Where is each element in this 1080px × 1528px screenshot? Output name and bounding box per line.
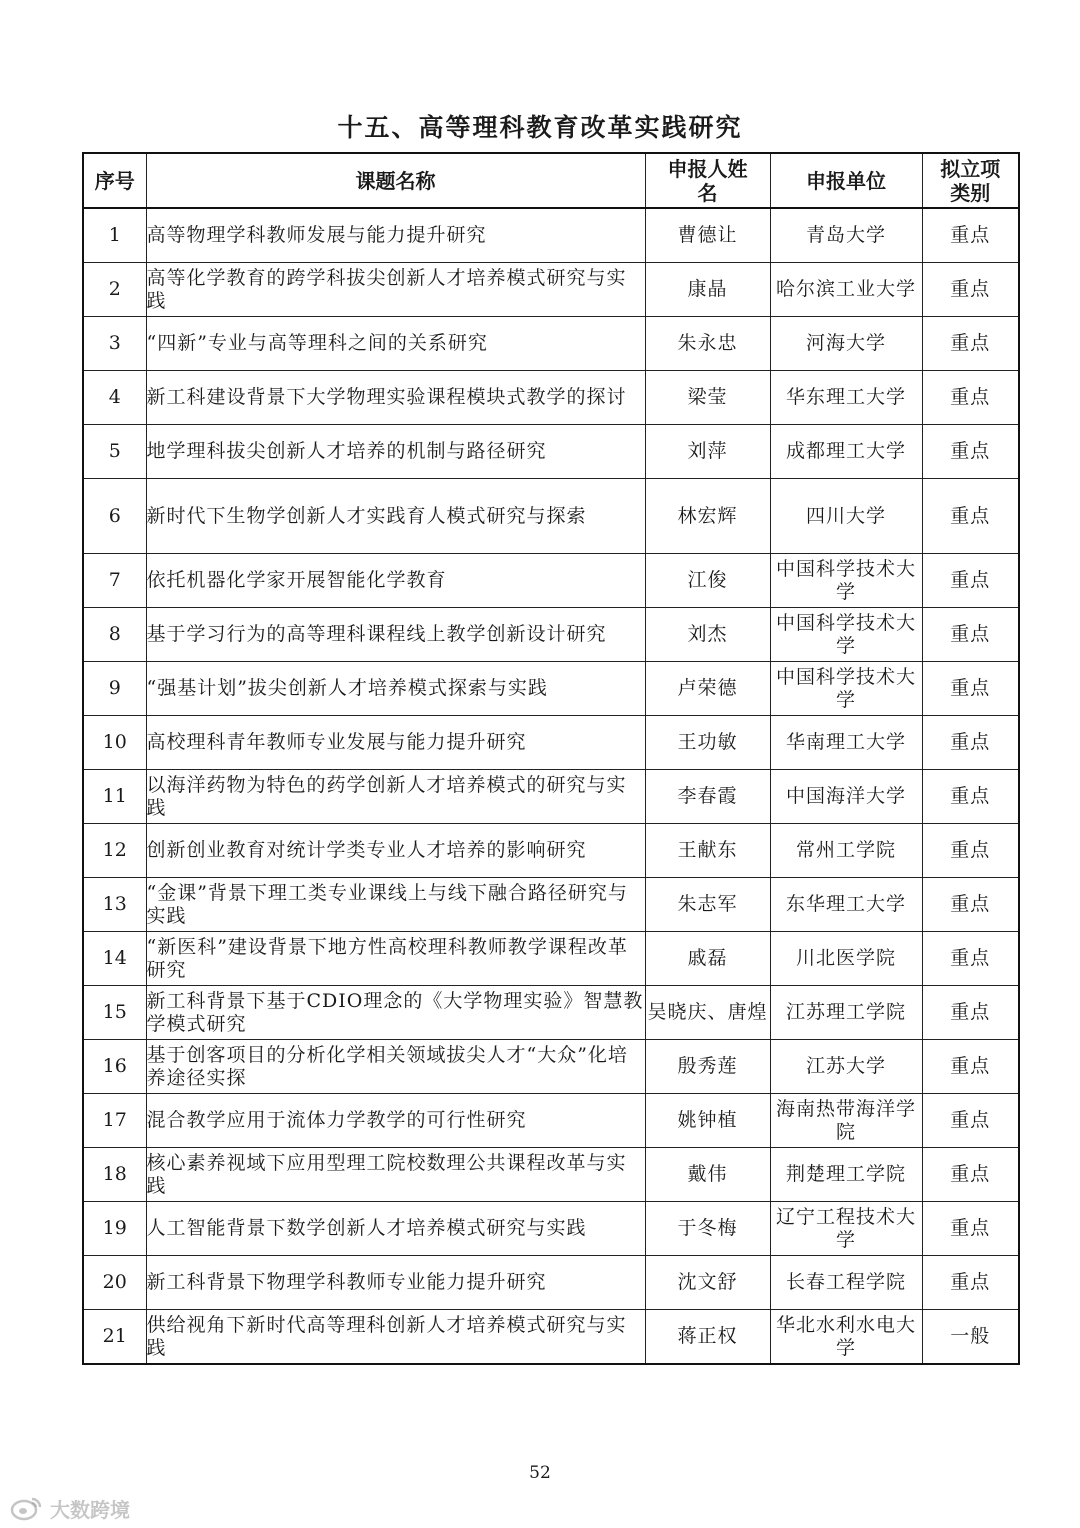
row-project-title: 供给视角下新时代高等理科创新人才培养模式研究与实践 (146, 1310, 645, 1365)
row-applicant-unit: 中国科学技术大学 (770, 608, 922, 662)
row-category: 重点 (922, 932, 1019, 986)
row-category: 重点 (922, 425, 1019, 479)
row-category: 重点 (922, 1202, 1019, 1256)
row-number: 2 (83, 263, 146, 317)
table-row (83, 479, 1019, 554)
row-applicant-unit: 华北水利水电大学 (770, 1310, 922, 1365)
row-number: 18 (83, 1148, 146, 1202)
table-header-row (83, 153, 1019, 208)
row-applicant-unit: 海南热带海洋学院 (770, 1094, 922, 1148)
row-applicant-name: 姚钟植 (645, 1094, 770, 1148)
row-project-title: 高等化学教育的跨学科拔尖创新人才培养模式研究与实践 (146, 263, 645, 317)
row-applicant-unit: 中国科学技术大学 (770, 554, 922, 608)
row-number: 9 (83, 662, 146, 716)
row-applicant-name: 曹德让 (645, 208, 770, 263)
row-applicant-name: 王功敏 (645, 716, 770, 770)
row-applicant-name: 于冬梅 (645, 1202, 770, 1256)
row-category: 重点 (922, 1094, 1019, 1148)
row-project-title: 依托机器化学家开展智能化学教育 (146, 554, 645, 608)
row-number: 12 (83, 824, 146, 878)
row-number: 15 (83, 986, 146, 1040)
page-number: 52 (529, 1463, 551, 1483)
row-project-title: 高等物理学科教师发展与能力提升研究 (146, 208, 645, 263)
row-category: 重点 (922, 1040, 1019, 1094)
row-applicant-unit: 长春工程学院 (770, 1256, 922, 1310)
row-number: 16 (83, 1040, 146, 1094)
row-applicant-name: 李春霞 (645, 770, 770, 824)
row-project-title: 以海洋药物为特色的药学创新人才培养模式的研究与实践 (146, 770, 645, 824)
row-category: 重点 (922, 608, 1019, 662)
row-number: 10 (83, 716, 146, 770)
row-applicant-name: 王献东 (645, 824, 770, 878)
row-category: 重点 (922, 1256, 1019, 1310)
row-applicant-name: 殷秀莲 (645, 1040, 770, 1094)
row-applicant-unit: 中国海洋大学 (770, 770, 922, 824)
row-applicant-name: 沈文舒 (645, 1256, 770, 1310)
row-number: 5 (83, 425, 146, 479)
row-number: 21 (83, 1310, 146, 1365)
row-applicant-unit: 青岛大学 (770, 208, 922, 263)
row-number: 3 (83, 317, 146, 371)
row-project-title: 地学理科拔尖创新人才培养的机制与路径研究 (146, 425, 645, 479)
row-applicant-name: 戚磊 (645, 932, 770, 986)
row-project-title: “新医科”建设背景下地方性高校理科教师教学课程改革研究 (146, 932, 645, 986)
row-project-title: 混合教学应用于流体力学教学的可行性研究 (146, 1094, 645, 1148)
table-row (83, 608, 1019, 662)
row-category: 重点 (922, 1148, 1019, 1202)
table-row (83, 208, 1019, 263)
row-applicant-name: 林宏辉 (645, 479, 770, 554)
row-applicant-unit: 江苏大学 (770, 1040, 922, 1094)
row-category: 重点 (922, 662, 1019, 716)
row-applicant-unit: 四川大学 (770, 479, 922, 554)
table-row (83, 1094, 1019, 1148)
table-row (83, 1202, 1019, 1256)
row-applicant-name: 梁莹 (645, 371, 770, 425)
watermark (10, 1492, 130, 1524)
row-category: 重点 (922, 479, 1019, 554)
header-category: 拟立项类别 (922, 153, 1019, 208)
table-row (83, 932, 1019, 986)
row-applicant-unit: 东华理工大学 (770, 878, 922, 932)
row-applicant-unit: 荆楚理工学院 (770, 1148, 922, 1202)
row-category: 重点 (922, 878, 1019, 932)
row-applicant-unit: 中国科学技术大学 (770, 662, 922, 716)
row-project-title: 基于学习行为的高等理科课程线上教学创新设计研究 (146, 608, 645, 662)
row-number: 14 (83, 932, 146, 986)
row-project-title: 基于创客项目的分析化学相关领域拔尖人才“大众”化培养途径实探 (146, 1040, 645, 1094)
row-number: 4 (83, 371, 146, 425)
row-applicant-unit: 江苏理工学院 (770, 986, 922, 1040)
row-project-title: 新工科背景下基于CDIO理念的《大学物理实验》智慧教学模式研究 (146, 986, 645, 1040)
header-no: 序号 (83, 153, 146, 208)
table-row (83, 317, 1019, 371)
row-applicant-unit: 华南理工大学 (770, 716, 922, 770)
row-applicant-unit: 川北医学院 (770, 932, 922, 986)
row-applicant-name: 吴晓庆、唐煌 (645, 986, 770, 1040)
table-row (83, 554, 1019, 608)
row-number: 19 (83, 1202, 146, 1256)
row-category: 重点 (922, 824, 1019, 878)
row-applicant-name: 卢荣德 (645, 662, 770, 716)
page-title: 十五、高等理科教育改革实践研究 (337, 113, 743, 142)
row-applicant-unit: 辽宁工程技术大学 (770, 1202, 922, 1256)
row-number: 20 (83, 1256, 146, 1310)
table-row (83, 770, 1019, 824)
row-applicant-name: 戴伟 (645, 1148, 770, 1202)
project-table (82, 152, 1020, 1365)
row-applicant-unit: 哈尔滨工业大学 (770, 263, 922, 317)
row-number: 11 (83, 770, 146, 824)
header-title: 课题名称 (146, 153, 645, 208)
header-unit: 申报单位 (770, 153, 922, 208)
row-applicant-name: 康晶 (645, 263, 770, 317)
watermark-text: 大数跨境 (50, 1497, 130, 1522)
row-number: 17 (83, 1094, 146, 1148)
row-applicant-name: 朱永忠 (645, 317, 770, 371)
row-applicant-name: 刘萍 (645, 425, 770, 479)
row-project-title: “四新”专业与高等理科之间的关系研究 (146, 317, 645, 371)
table-row (83, 662, 1019, 716)
weibo-logo-icon (10, 1495, 44, 1521)
row-category: 重点 (922, 263, 1019, 317)
table-row (83, 986, 1019, 1040)
row-applicant-unit: 成都理工大学 (770, 425, 922, 479)
header-name: 申报人姓名 (645, 153, 770, 208)
row-project-title: “强基计划”拔尖创新人才培养模式探索与实践 (146, 662, 645, 716)
table-row (83, 425, 1019, 479)
row-category: 一般 (922, 1310, 1019, 1365)
table-row (83, 263, 1019, 317)
row-number: 8 (83, 608, 146, 662)
row-applicant-unit: 华东理工大学 (770, 371, 922, 425)
row-project-title: 新工科背景下物理学科教师专业能力提升研究 (146, 1256, 645, 1310)
row-project-title: 新时代下生物学创新人才实践育人模式研究与探索 (146, 479, 645, 554)
row-number: 1 (83, 208, 146, 263)
table-row (83, 371, 1019, 425)
row-project-title: 高校理科青年教师专业发展与能力提升研究 (146, 716, 645, 770)
row-category: 重点 (922, 208, 1019, 263)
row-number: 13 (83, 878, 146, 932)
row-project-title: 创新创业教育对统计学类专业人才培养的影响研究 (146, 824, 645, 878)
table-row (83, 1256, 1019, 1310)
row-category: 重点 (922, 371, 1019, 425)
row-category: 重点 (922, 770, 1019, 824)
row-category: 重点 (922, 986, 1019, 1040)
row-category: 重点 (922, 317, 1019, 371)
row-category: 重点 (922, 554, 1019, 608)
row-project-title: 新工科建设背景下大学物理实验课程模块式教学的探讨 (146, 371, 645, 425)
table-row (83, 878, 1019, 932)
row-applicant-name: 江俊 (645, 554, 770, 608)
row-applicant-name: 朱志军 (645, 878, 770, 932)
table-row (83, 1040, 1019, 1094)
table-row (83, 1310, 1019, 1365)
row-applicant-unit: 常州工学院 (770, 824, 922, 878)
table-row (83, 824, 1019, 878)
row-number: 7 (83, 554, 146, 608)
table-body (83, 208, 1019, 1364)
row-applicant-name: 刘杰 (645, 608, 770, 662)
row-project-title: 人工智能背景下数学创新人才培养模式研究与实践 (146, 1202, 645, 1256)
row-category: 重点 (922, 716, 1019, 770)
row-project-title: 核心素养视域下应用型理工院校数理公共课程改革与实践 (146, 1148, 645, 1202)
row-project-title: “金课”背景下理工类专业课线上与线下融合路径研究与实践 (146, 878, 645, 932)
row-number: 6 (83, 479, 146, 554)
row-applicant-name: 蒋正权 (645, 1310, 770, 1365)
table-row (83, 716, 1019, 770)
row-applicant-unit: 河海大学 (770, 317, 922, 371)
table-row (83, 1148, 1019, 1202)
